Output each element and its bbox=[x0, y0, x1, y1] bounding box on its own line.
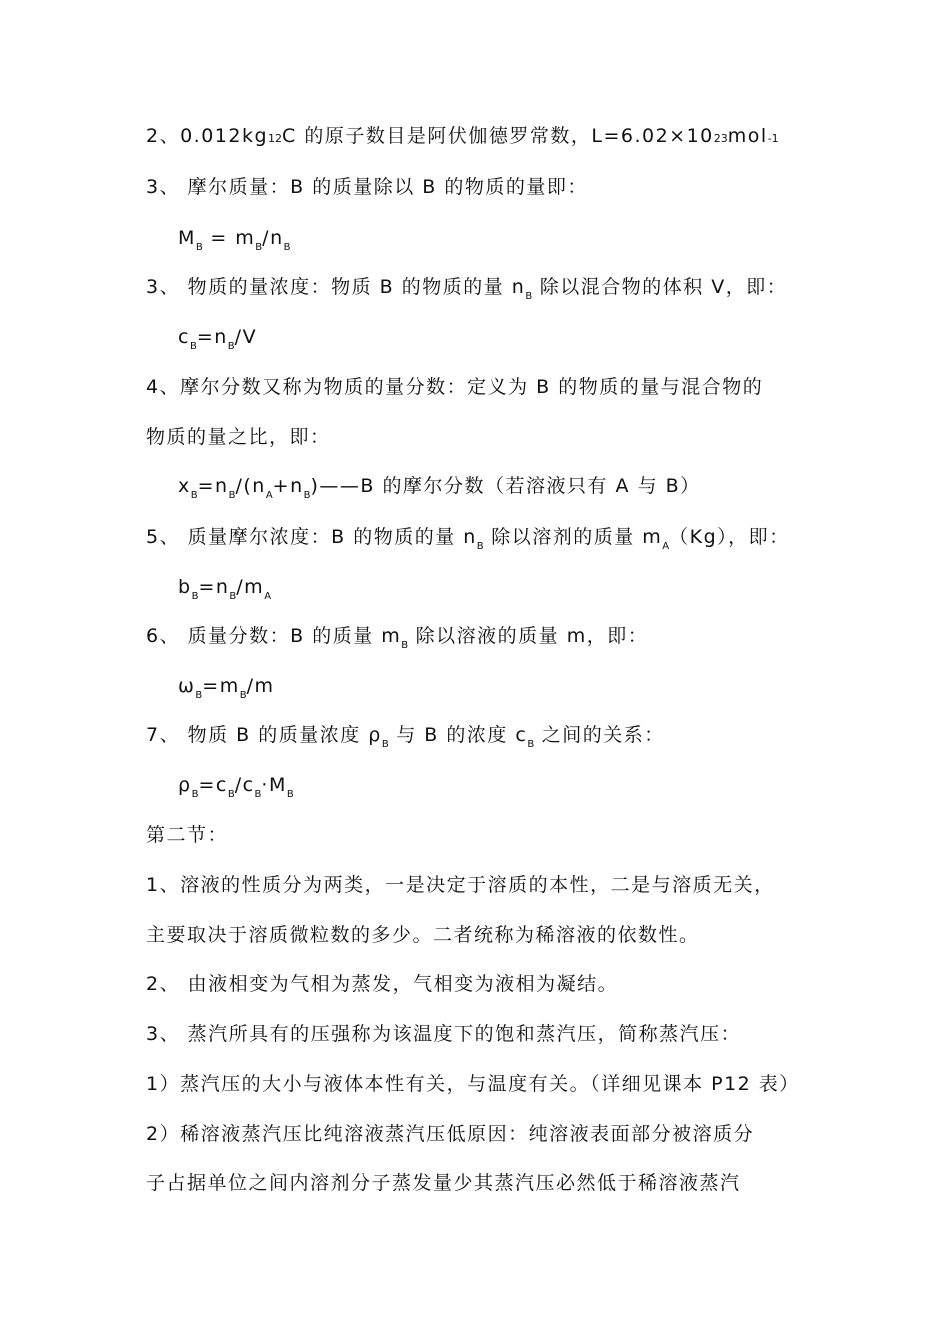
molar-mass-formula: $M_B = m_B/n_B$ bbox=[178, 227, 291, 253]
evaporation-line: 2、 由液相变为气相为蒸发，气相变为液相为凝结。 bbox=[146, 973, 619, 995]
section-heading: 第二节： bbox=[146, 824, 229, 846]
vapor-pressure-definition-line: 3、 蒸汽所具有的压强称为该温度下的饱和蒸汽压，简称蒸汽压： bbox=[146, 1023, 742, 1045]
mass-concentration-formula: $\rho_B=c_B/c_B\cdot M_B$ bbox=[178, 774, 294, 800]
colligative-paragraph-line-1: 1、溶液的性质分为两类，一是决定于溶质的本性，二是与溶质无关， bbox=[146, 874, 775, 896]
molar-mass-definition-line: 3、 摩尔质量：B 的质量除以 B 的物质的量即： bbox=[146, 176, 588, 198]
vapor-pressure-reason-line-1: 2）稀溶液蒸汽压比纯溶液蒸汽压低原因：纯溶液表面部分被溶质分 bbox=[146, 1123, 755, 1145]
colligative-paragraph-line-2: 主要取决于溶质微粒数的多少。二者统称为稀溶液的依数性。 bbox=[146, 924, 700, 946]
mole-fraction-definition-line: 4、摩尔分数又称为物质的量分数：定义为 B 的物质的量与混合物的 bbox=[146, 376, 764, 398]
amount-concentration-definition-line: 3、 物质的量浓度：物质 B 的物质的量 $n_B$ 除以混合物的体积 V，即： bbox=[146, 276, 788, 302]
mass-fraction-definition-line: 6、 质量分数：B 的质量 $m_B$ 除以溶液的质量 m，即： bbox=[146, 625, 649, 651]
mass-fraction-formula: $\omega_B=m_B/m$ bbox=[178, 675, 275, 701]
molality-formula: $b_B=n_B/m_A$ bbox=[178, 576, 272, 602]
vapor-pressure-reason-line-2: 子占据单位之间内溶剂分子蒸发量少其蒸汽压必然低于稀溶液蒸汽 bbox=[146, 1172, 741, 1194]
amount-concentration-formula: $c_B=n_B/V$ bbox=[178, 326, 258, 352]
mole-fraction-formula: $x_B=n_B/(n_A+n_B)——B$ 的摩尔分数（若溶液只有 A 与 B） bbox=[178, 475, 701, 501]
avogadro-definition-line: 2、0.012kg12C 的原子数目是阿伏伽德罗常数，L=6.02×1023mol-1 bbox=[146, 125, 779, 147]
mole-fraction-definition-line-2: 物质的量之比，即： bbox=[146, 426, 331, 448]
vapor-pressure-factor-line: 1）蒸汽压的大小与液体本性有关，与温度有关。（详细见课本 P12 表） bbox=[146, 1073, 800, 1095]
mass-concentration-relation-line: 7、 物质 B 的质量浓度 $\rho_B$ 与 B 的浓度 $c_B$ 之间的关系： bbox=[146, 724, 665, 750]
molality-definition-line: 5、 质量摩尔浓度：B 的物质的量 $n_B$ 除以溶剂的质量 $m_A(Kg)$，即： bbox=[146, 526, 790, 552]
